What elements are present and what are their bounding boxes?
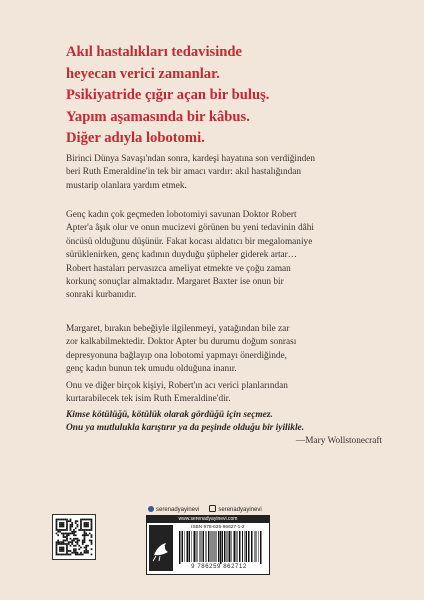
text-line: mustarip olanlara yardım etmek. [66,180,187,191]
social-handles [148,505,328,515]
text-line: sonraki kurbanıdır. [66,290,137,301]
publisher-logo [149,525,173,571]
isbn-digits: 9 786259 862712 [191,564,247,570]
text-line: Margaret, bırakın bebeğiyle ilgilenmeyi, yatağından bile zar [66,324,290,334]
synopsis-paragraph-1 [66,153,376,193]
tagline-line: Akıl hastalıkları tedavisinde [66,44,242,60]
text-line: Robert hastaları pervasızca ameliyat etmekte ve çoğu zaman [66,263,291,274]
quote-attribution: —Mary Wollstonecraft [295,436,382,446]
text-line: korkunç sonuçlar almaktadır. Margaret Baxter ise onun bir [66,277,284,288]
text-line: genç kadın bunun tek umudu olduğuna inanır. [66,364,237,375]
facebook-handle: serenadyayinevi [156,507,200,513]
text-line: Onu ve diğer birçok kişiyi, Robert'ın acı verici planlarından [66,381,288,391]
text-line: depresyonuna bağlayıp ona lobotomi yapmayı önerdiğinde, [66,350,288,361]
qr-code-icon [53,515,95,559]
text-line: kurtarabilecek tek isim Ruth Emeraldine'dir. [66,394,231,405]
tagline [66,42,386,150]
price-strip [270,516,278,572]
barcode-icon [177,531,263,564]
synopsis-paragraph-2 [66,209,376,303]
tagline-line: heyecan verici zamanlar. [66,65,220,82]
synopsis-paragraph-3 [66,323,376,377]
text-line: Birinci Dünya Savaşı'ndan sonra, kardeşi hayatına son verdiğinden [66,154,316,164]
text-line: zor kalkabilmektedir. Doktor Apter bu durumu doğum sonrası [66,337,297,348]
text-line: Genç kadın çok geçmeden lobotomiyi savunan Doktor Robert [66,210,297,220]
text-line: Apter'a âşık olur ve onun mucizevi görünen bu yeni tedavinin dâhi [66,223,314,234]
quote-line: Kimse kötülüğü, kötülük olarak gördüğü için seçmez. [66,410,273,420]
tagline-line: Yapım aşamasında bir kâbus. [66,108,250,125]
quote-line: Onu ya mutlulukla karıştırır ya da peşinde olduğu bir iyilikle. [66,423,305,434]
instagram-handle: serenadyayinevi [218,507,262,513]
text-line: öncüsü olduğunu düşünür. Fakat kocası aldatıcı bir megalomaniye [66,236,313,247]
barcode-panel [146,515,270,575]
text-line: sürüklenirken, genç kadının duyduğu şüpheler giderek artar… [66,250,298,261]
tagline-line: Diğer adıyla lobotomi. [66,130,205,146]
text-line: beri Ruth Emeraldine'in tek bir amacı vardır: akıl hastalığından [66,167,302,178]
facebook-icon [148,506,154,512]
publisher-website: www.serenadyayinevi.com [147,516,269,523]
qr-code [52,514,96,560]
bird-logo-icon [149,525,173,571]
epigraph-quote [66,409,366,436]
instagram-icon [209,505,216,512]
tagline-line: Psikiyatride çığır açan bir buluş. [66,87,270,103]
synopsis-paragraph-4 [66,380,376,407]
isbn-label: ISBN 978-625-96627-1-2 [191,525,245,530]
